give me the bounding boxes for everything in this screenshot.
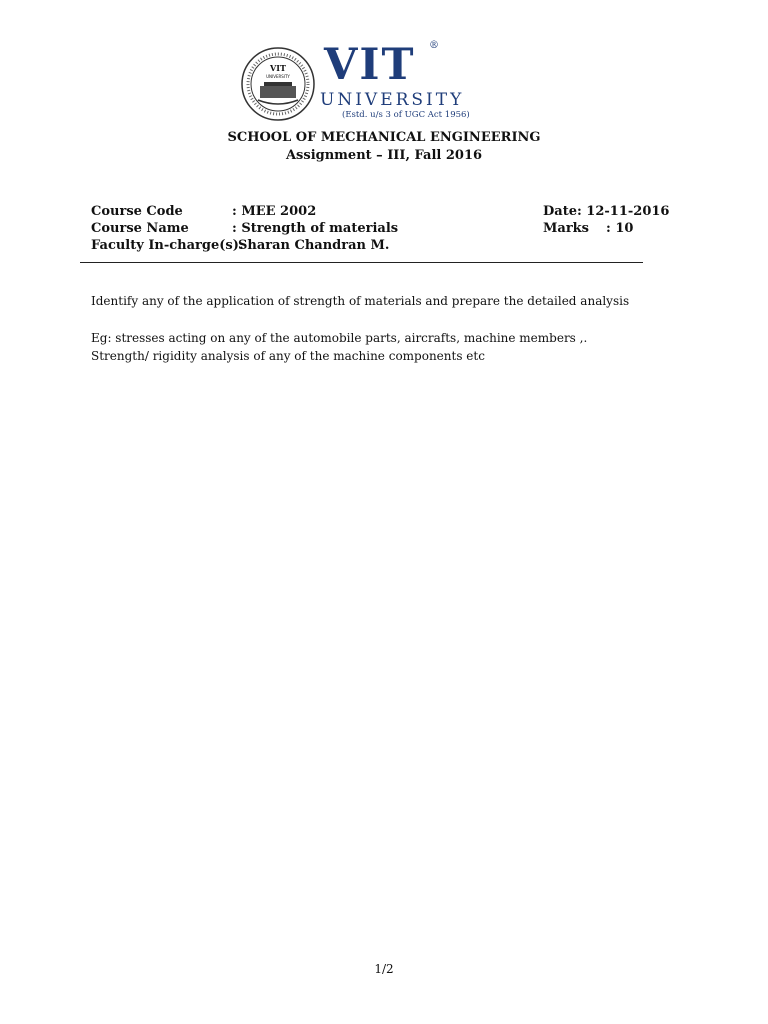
- instruction-text: Identify any of the application of strength of materials and prepare the detailed analysis: [91, 294, 630, 308]
- brand-name: VIT: [324, 40, 416, 90]
- school-title: SCHOOL OF MECHANICAL ENGINEERING: [227, 130, 541, 145]
- date-label: Date: 12-11-2016: [543, 204, 670, 219]
- faculty-label: Faculty In-charge(s):: [91, 238, 244, 253]
- seal-text: VIT: [270, 63, 286, 73]
- vit-logo: [240, 40, 470, 124]
- divider-line: [80, 262, 643, 263]
- seal-subtext: UNIVERSITY: [266, 74, 290, 79]
- course-code-label: Course Code: [91, 204, 183, 219]
- faculty-value: Sharan Chandran M.: [238, 238, 390, 253]
- example-text-line-2: Strength/ rigidity analysis of any of the machine components etc: [91, 349, 485, 363]
- course-name-label: Course Name: [91, 221, 189, 236]
- marks-label: Marks: [543, 221, 589, 236]
- course-code-value: : MEE 2002: [232, 204, 317, 219]
- assignment-title: Assignment – III, Fall 2016: [285, 148, 483, 163]
- example-text-line-1: Eg: stresses acting on any of the automobile parts, aircrafts, machine members ,.: [91, 331, 588, 345]
- course-name-value: : Strength of materials: [232, 221, 399, 236]
- page-number: 1/2: [374, 962, 394, 976]
- registered-mark: ®: [429, 40, 439, 51]
- established-text: (Estd. u/s 3 of UGC Act 1956): [342, 110, 470, 120]
- seal-icon: [240, 46, 316, 122]
- marks-value: : 10: [606, 221, 634, 236]
- university-word: UNIVERSITY: [320, 90, 465, 110]
